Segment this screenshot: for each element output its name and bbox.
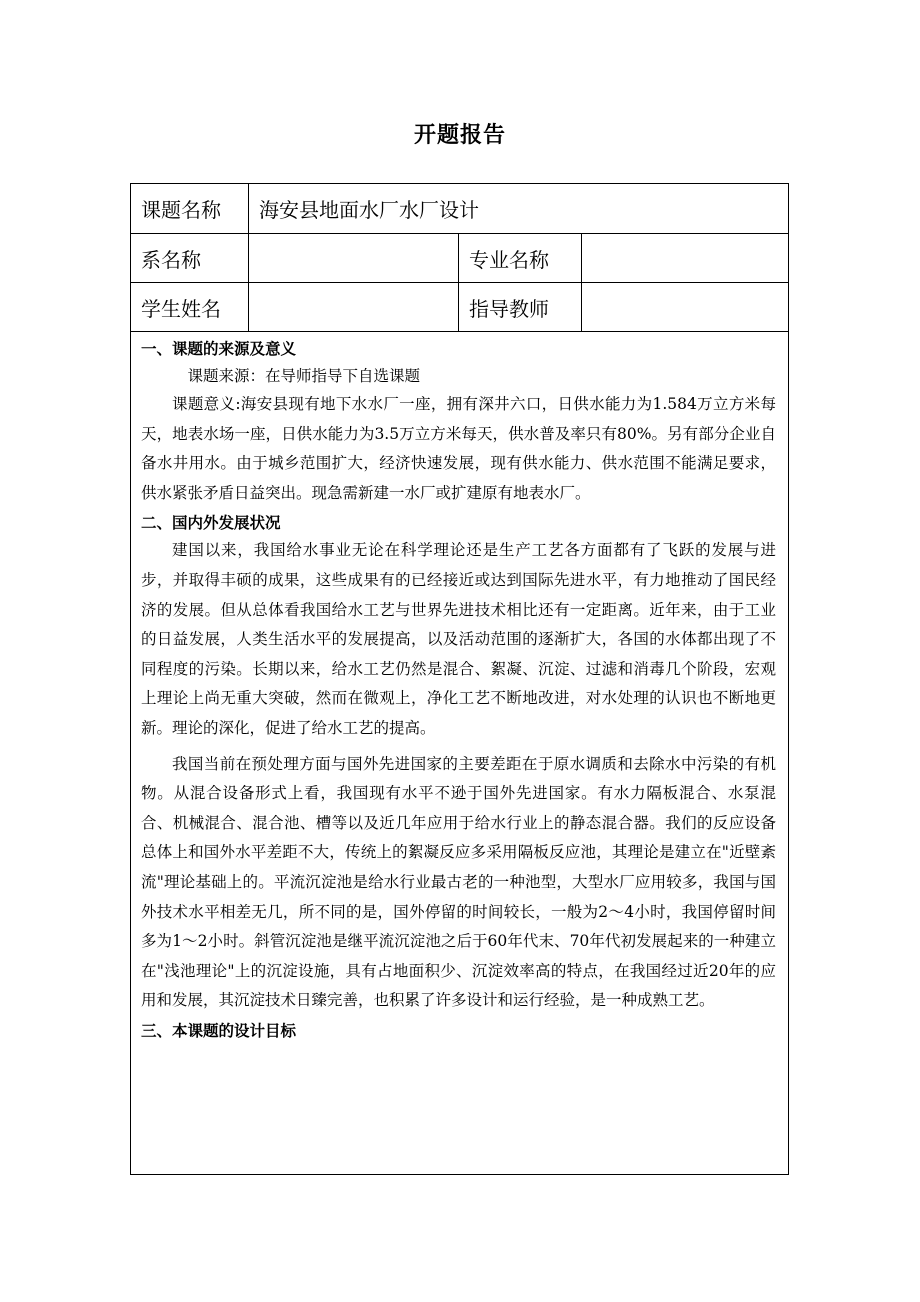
- major-label-text: 专业名称: [469, 247, 549, 272]
- section-1-source: 课题来源：在导师指导下自选课题: [187, 367, 421, 385]
- student-row: [131, 283, 788, 332]
- dept-value: [249, 234, 459, 282]
- major-value: [582, 234, 788, 282]
- section-1-heading: 一、课题的来源及意义: [141, 340, 297, 358]
- student-label-text: 学生姓名: [141, 296, 221, 321]
- dept-label: [131, 234, 249, 282]
- section-1-significance: 课题意义:海安县现有地下水水厂一座，拥有深井六口，日供水能力为1.584万立方米每天，地表水场一座，日供水能力为3.5万立方米每天，供水普及率只有80%。另有部分企业自备水井用水。由于城乡范围扩大，经济快速发展，现有供水能力、供水范围不能满足要求，供水紧张矛盾日益突出。现急需新建一水厂或扩建原有地表水厂。: [141, 395, 776, 502]
- topic-row: [131, 184, 788, 234]
- section-3-heading: 三、本课题的设计目标: [141, 1021, 297, 1040]
- major-label: [459, 234, 582, 282]
- section-2-paragraph-2: 我国当前在预处理方面与国外先进国家的主要差距在于原水调质和去除水中污染的有机物。从混合设备形式上看，我国现有水平不逊于国外先进国家。有水力隔板混合、水泵混合、机械混合、混合池、槽等以及近几年应用于给水行业上的静态混合器。我们的反应设备总体上和国外水平差距不大，传统上的絮凝反应多采用隔板反应池，其理论是建立在"近壁紊流"理论基础上的。平流沉淀池是给水行业最古老的一种池型，大型水厂应用较多，我国与国外技术水平相差无几，所不同的是，国外停留的时间较长，一般为2～4小时，我国停留时间多为1～2小时。斜管沉淀池是继平流沉淀池之后于60年代末、70年代初发展起来的一种建立在"浅池理论"上的沉淀设施，具有占地面积少、沉淀效率高的特点，在我国经过近20年的应用和发展，其沉淀技术日臻完善，也积累了许多设计和运行经验，是一种成熟工艺。: [141, 754, 776, 1010]
- advisor-label-text: 指导教师: [469, 296, 549, 321]
- student-value: [249, 283, 459, 331]
- report-body: [131, 332, 788, 1044]
- topic-value-text: 海安县地面水厂水厂设计: [259, 198, 479, 222]
- advisor-label: [459, 283, 582, 331]
- topic-label: [131, 184, 249, 233]
- advisor-value: [582, 283, 788, 331]
- topic-label-text: 课题名称: [141, 198, 221, 222]
- dept-row: [131, 234, 788, 283]
- student-label: [131, 283, 249, 331]
- dept-label-text: 系名称: [141, 247, 201, 272]
- page-title: 开题报告: [413, 123, 506, 148]
- section-2-heading: 二、国内外发展状况: [141, 514, 281, 533]
- topic-value: [249, 184, 788, 233]
- report-form: [130, 183, 789, 1175]
- section-2-paragraph-1: 建国以来，我国给水事业无论在科学理论还是生产工艺各方面都有了飞跃的发展与进步，并取得丰硕的成果，这些成果有的已经接近或达到国际先进水平，有力地推动了国民经济的发展。但从总体看我国给水工艺与世界先进技术相比还有一定距离。近年来，由于工业的日益发展，人类生活水平的发展提高，以及活动范围的逐渐扩大，各国的水体都出现了不同程度的污染。长期以来，给水工艺仍然是混合、絮凝、沉淀、过滤和消毒几个阶段，宏观上理论上尚无重大突破，然而在微观上，净化工艺不断地改进，对水处理的认识也不断地更新。理论的深化，促进了给水工艺的提高。: [141, 541, 776, 737]
